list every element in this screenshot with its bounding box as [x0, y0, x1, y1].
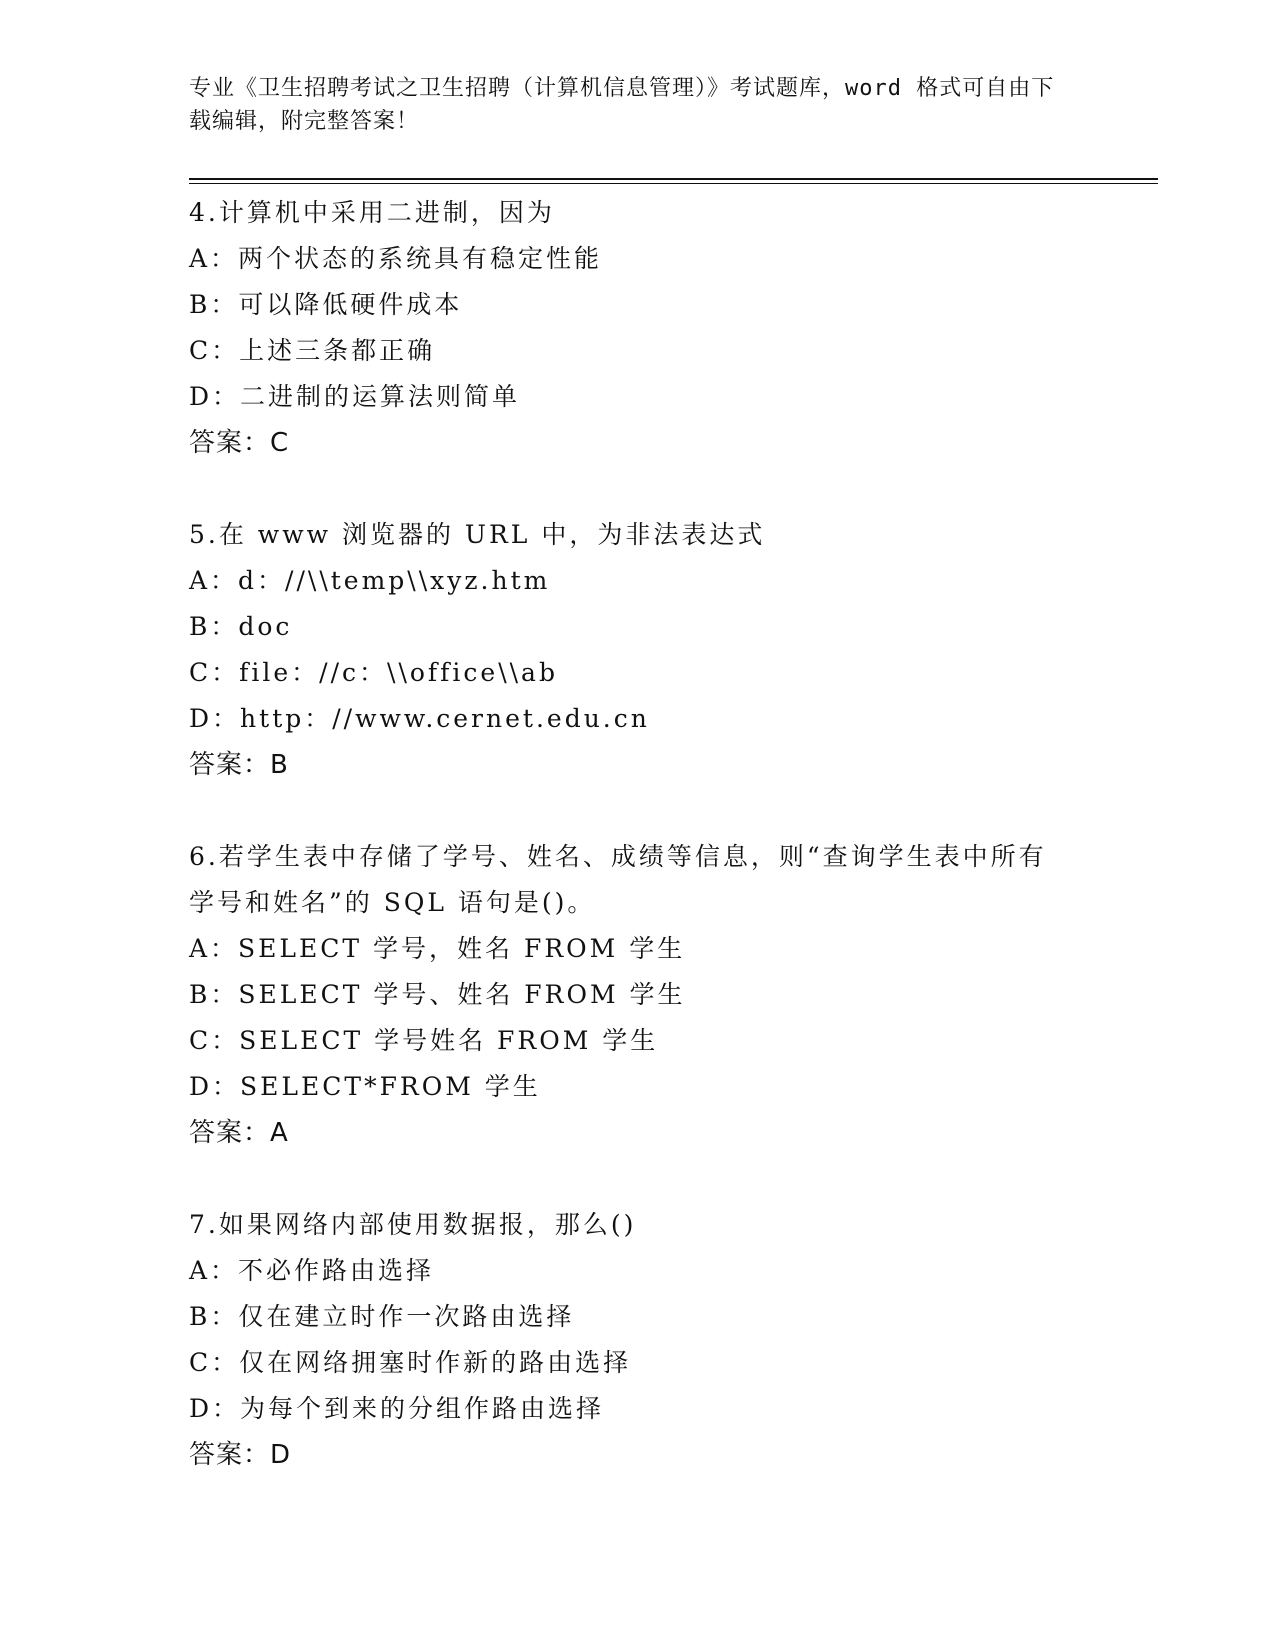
option-c: C：仅在网络拥塞时作新的路由选择 [189, 1348, 632, 1377]
option-b: B：doc [189, 612, 293, 641]
answer-label: 答案：B [189, 750, 289, 780]
option-d: D：二进制的运算法则简单 [189, 382, 521, 411]
question-stem: 5.在 www 浏览器的 URL 中，为非法表达式 [189, 520, 766, 549]
question-6 [189, 834, 1089, 1156]
answer-label: 答案：A [189, 1118, 289, 1148]
option-a: A：SELECT 学号，姓名 FROM 学生 [189, 934, 686, 963]
option-d: D：http：//www.cernet.edu.cn [189, 704, 650, 733]
answer-label: 答案：D [189, 1440, 292, 1470]
question-4 [189, 190, 1089, 466]
option-a: A：不必作路由选择 [189, 1256, 435, 1285]
question-stem: 6.若学生表中存储了学号、姓名、成绩等信息，则“查询学生表中所有学号和姓名”的 SQL 语句是()。 [189, 842, 1047, 917]
option-d: D：SELECT*FROM 学生 [189, 1072, 541, 1101]
header-divider-thin [189, 183, 1158, 184]
question-stem: 4.计算机中采用二进制，因为 [189, 198, 555, 227]
question-7 [189, 1202, 1089, 1478]
question-list [189, 190, 1089, 1524]
option-c: C：上述三条都正确 [189, 336, 436, 365]
option-c: C：SELECT 学号姓名 FROM 学生 [189, 1026, 659, 1055]
question-5 [189, 512, 1089, 788]
header-divider-thick [189, 178, 1158, 180]
option-a: A：两个状态的系统具有稳定性能 [189, 244, 603, 273]
option-b: B：SELECT 学号、姓名 FROM 学生 [189, 980, 686, 1009]
answer-label: 答案：C [189, 428, 290, 458]
option-a: A：d：//\\temp\\xyz.htm [189, 566, 551, 595]
option-d: D：为每个到来的分组作路由选择 [189, 1394, 605, 1423]
question-stem: 7.如果网络内部使用数据报，那么() [189, 1210, 637, 1239]
document-header: 专业《卫生招聘考试之卫生招聘（计算机信息管理）》考试题库，word 格式可自由下载编辑，附完整答案！ [189, 76, 1055, 134]
option-b: B：可以降低硬件成本 [189, 290, 463, 319]
option-b: B：仅在建立时作一次路由选择 [189, 1302, 575, 1331]
option-c: C：file：//c：\\office\\ab [189, 658, 558, 687]
